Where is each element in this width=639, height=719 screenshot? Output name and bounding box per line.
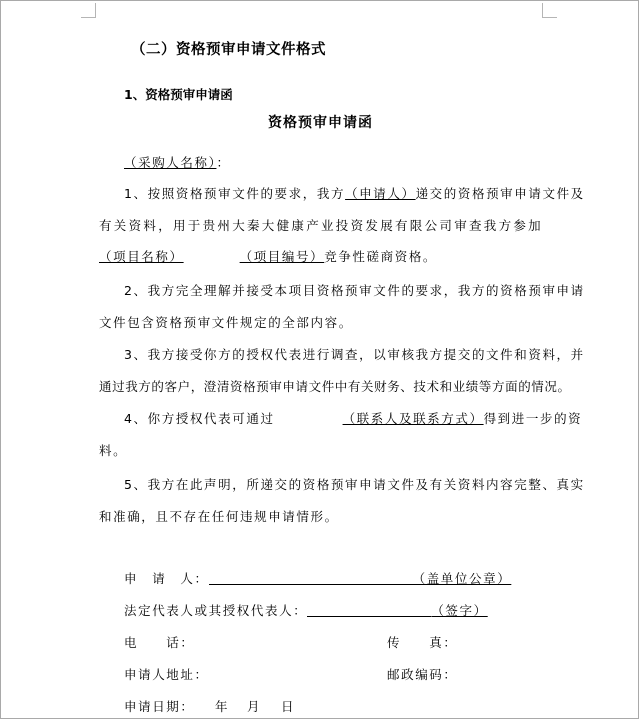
paragraph-1-line-2: 有关资料，用于贵州大秦大健康产业投资发展有限公司审查我方参加 (99, 218, 542, 233)
letter-title: 资格预审申请函 (268, 115, 373, 131)
applicant-blank (209, 572, 413, 585)
paragraph-5-line-2: 和准确，且不存在任何违规申请情形。 (99, 509, 339, 524)
telephone-label: 电 话： (124, 635, 195, 650)
postcode-label: 邮政编码： (387, 667, 458, 682)
company-seal-placeholder: （盖单位公章） (412, 571, 512, 586)
paragraph-1-line-3: （项目名称） （项目编号）竞争性磋商资格。 (99, 249, 438, 264)
project-number-placeholder: （项目编号） (239, 249, 325, 264)
section-heading: （二）资格预审申请文件格式 (131, 42, 326, 58)
paragraph-3-line-1: 3、我方接受你方的授权代表进行调查，以审核我方提交的文件和资料，并 (124, 347, 585, 362)
fax-label: 传 真： (387, 635, 458, 650)
applicant-placeholder: （申请人） (345, 186, 416, 201)
applicant-signature-row: 申 请 人： （盖单位公章） (124, 571, 512, 586)
representative-blank (307, 604, 431, 617)
paragraph-2-line-2: 文件包含资格预审文件规定的全部内容。 (99, 315, 353, 330)
paragraph-5-line-1: 5、我方在此声明，所递交的资格预审申请文件及有关资料内容完整、真实 (124, 477, 585, 492)
paragraph-3-line-2: 通过我方的客户，澄清资格预审申请文件中有关财务、技术和业绩等方面的情况。 (99, 379, 571, 394)
project-name-placeholder: （项目名称） (99, 249, 184, 264)
date-month: 月 (247, 699, 262, 714)
margin-corner-mark (81, 3, 96, 18)
date-day: 日 (281, 699, 296, 714)
addressee-name: （采购人名称） (124, 155, 217, 170)
date-label: 申请日期： (124, 699, 195, 714)
margin-corner-mark (542, 3, 557, 18)
addressee-line: （采购人名称）： (124, 155, 231, 170)
representative-signature-row: 法定代表人或其授权代表人： （签字） (124, 603, 488, 618)
signature-placeholder: （签字） (431, 603, 488, 618)
contact-placeholder: （联系人及联系方式） (342, 411, 484, 426)
paragraph-2-line-1: 2、我方完全理解并接受本项目资格预审文件的要求，我方的资格预审申请 (124, 283, 585, 298)
paragraph-4-line-2: 料。 (99, 443, 128, 458)
paragraph-4-line-1: 4、你方授权代表可通过 （联系人及联系方式）得到进一步的资 (124, 411, 583, 426)
address-label: 申请人地址： (124, 667, 209, 682)
paragraph-1-line-1: 1、按照资格预审文件的要求，我方（申请人）递交的资格预审申请文件及 (124, 186, 585, 201)
subsection-heading: 1、资格预审申请函 (124, 87, 233, 102)
date-year: 年 (215, 699, 230, 714)
